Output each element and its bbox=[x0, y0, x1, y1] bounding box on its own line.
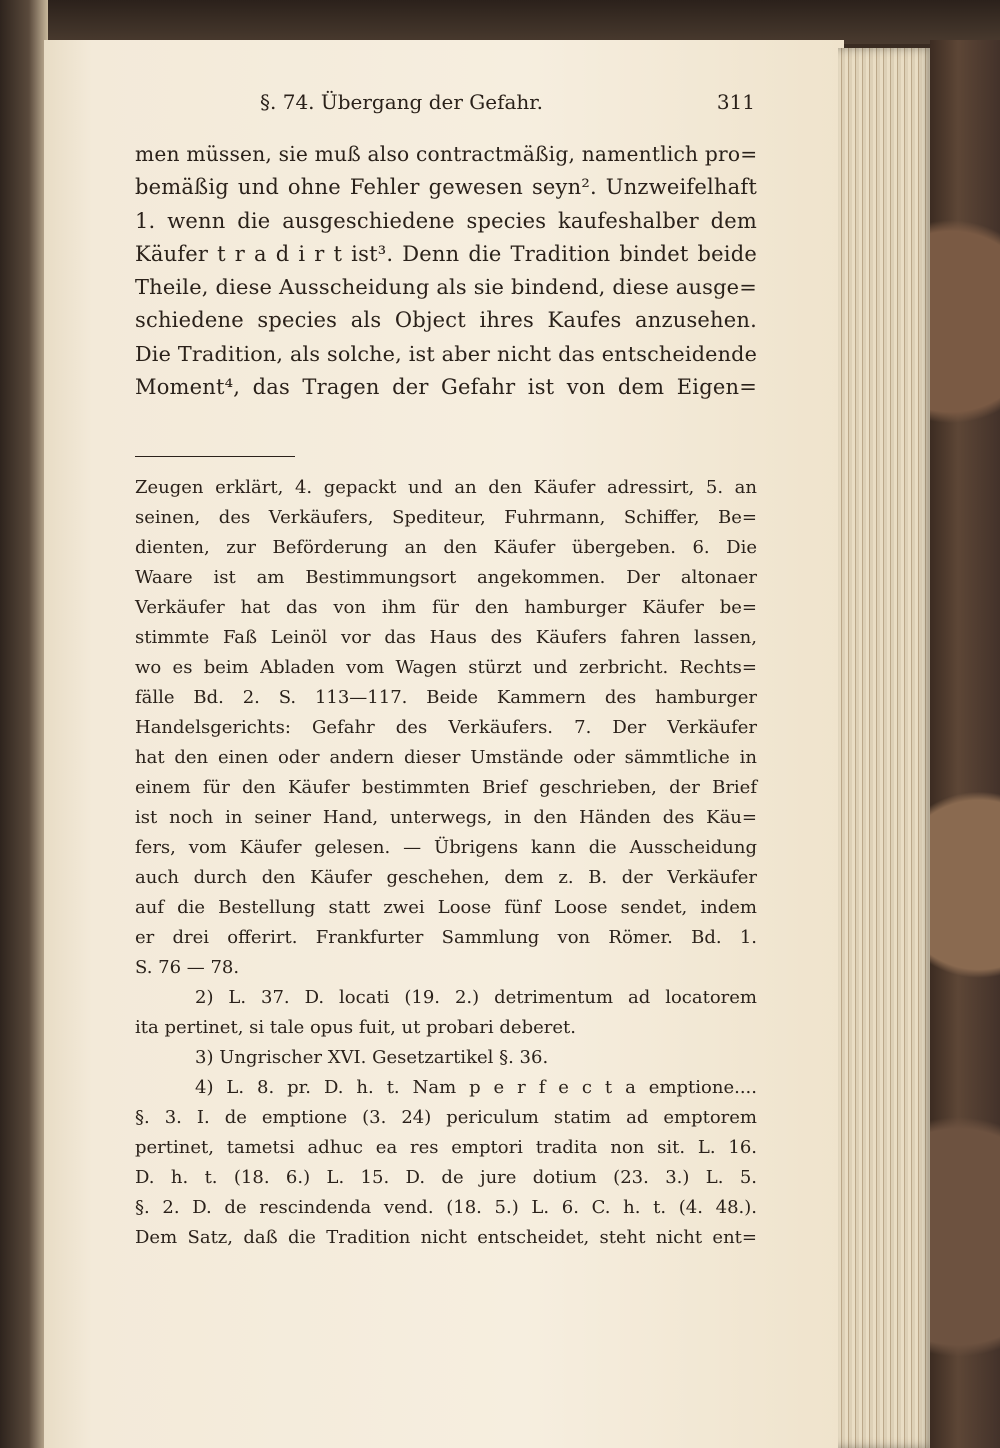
running-header bbox=[135, 90, 755, 120]
marbled-cover bbox=[930, 40, 1000, 1448]
footnote-line: hat den einen oder andern dieser Umstände oder sämmtliche in bbox=[135, 747, 757, 768]
text-line: Käufer t r a d i r t ist³. Denn die Tradition bindet beide bbox=[135, 242, 757, 266]
page-edges bbox=[838, 48, 934, 1448]
text-line: 1. wenn die ausgeschiedene species kaufeshalber dem bbox=[135, 209, 757, 233]
footnote-line: auf die Bestellung statt zwei Loose fünf Loose sendet, indem bbox=[135, 897, 757, 918]
footnote-line: ist noch in seiner Hand, unterwegs, in den Händen des Käu= bbox=[135, 807, 757, 828]
text-line: Theile, diese Ausscheidung als sie bindend, diese ausge= bbox=[135, 275, 757, 299]
footnote-line: einem für den Käufer bestimmten Brief geschrieben, der Brief bbox=[135, 777, 757, 798]
footnote-line: Zeugen erklärt, 4. gepackt und an den Käufer adressirt, 5. an bbox=[135, 477, 757, 498]
footnote-line: §. 2. D. de rescindenda vend. (18. 5.) L. 6. C. h. t. (4. 48.). bbox=[135, 1197, 757, 1218]
footnote-line: Waare ist am Bestimmungsort angekommen. Der altonaer bbox=[135, 567, 757, 588]
footnote-line: ita pertinet, si tale opus fuit, ut probari deberet. bbox=[135, 1017, 576, 1038]
footnote-line: wo es beim Abladen vom Wagen stürzt und zerbricht. Rechts= bbox=[135, 657, 757, 678]
text-line: men müssen, sie muß also contractmäßig, namentlich pro= bbox=[135, 142, 758, 166]
footnote-line: Dem Satz, daß die Tradition nicht entscheidet, steht nicht ent= bbox=[135, 1227, 757, 1248]
text-line: bemäßig und ohne Fehler gewesen seyn². Unzweifelhaft bbox=[135, 175, 757, 199]
footnote-line: dienten, zur Beförderung an den Käufer übergeben. 6. Die bbox=[135, 537, 757, 558]
footnote-line: seinen, des Verkäufers, Spediteur, Fuhrmann, Schiffer, Be= bbox=[135, 507, 757, 528]
footnote-line: Handelsgerichts: Gefahr des Verkäufers. 7. Der Verkäufer bbox=[135, 717, 757, 738]
book-gutter bbox=[0, 0, 48, 1448]
footnote-line: §. 3. I. de emptione (3. 24) periculum statim ad emptorem bbox=[135, 1107, 757, 1128]
footnote-line: pertinet, tametsi adhuc ea res emptori tradita non sit. L. 16. bbox=[135, 1137, 757, 1158]
footnote-line: fälle Bd. 2. S. 113—117. Beide Kammern des hamburger bbox=[135, 687, 757, 708]
scan-background-top bbox=[0, 0, 1000, 44]
footnote-line: D. h. t. (18. 6.) L. 15. D. de jure dotium (23. 3.) L. 5. bbox=[135, 1167, 757, 1188]
footnote-line: er drei offerirt. Frankfurter Sammlung von Römer. Bd. 1. bbox=[135, 927, 757, 948]
footnote-separator bbox=[135, 456, 295, 457]
page-number: 311 bbox=[716, 90, 755, 114]
text-line: Moment⁴, das Tragen der Gefahr ist von dem Eigen= bbox=[135, 375, 757, 399]
footnote-2: 2) L. 37. D. locati (19. 2.) detrimentum ad locatorem bbox=[195, 987, 757, 1008]
footnote-line: stimmte Faß Leinöl vor das Haus des Käufers fahren lassen, bbox=[135, 627, 757, 648]
footnote-line: auch durch den Käufer geschehen, dem z. B. der Verkäufer bbox=[135, 867, 757, 888]
text-line: schiedene species als Object ihres Kaufes anzusehen. bbox=[135, 308, 757, 332]
text-line: Die Tradition, als solche, ist aber nicht das entscheidende bbox=[135, 342, 758, 366]
running-title: §. 74. Übergang der Gefahr. bbox=[260, 90, 543, 114]
footnote-line: S. 76 — 78. bbox=[135, 957, 240, 978]
footnote-line: fers, vom Käufer gelesen. — Übrigens kann die Ausscheidung bbox=[135, 837, 757, 858]
footnote-4: 4) L. 8. pr. D. h. t. Nam p e r f e c t a emptione.... bbox=[195, 1077, 757, 1098]
footnote-line: Verkäufer hat das von ihm für den hamburger Käufer be= bbox=[135, 597, 757, 618]
footnote-3: 3) Ungrischer XVI. Gesetzartikel §. 36. bbox=[195, 1047, 549, 1068]
